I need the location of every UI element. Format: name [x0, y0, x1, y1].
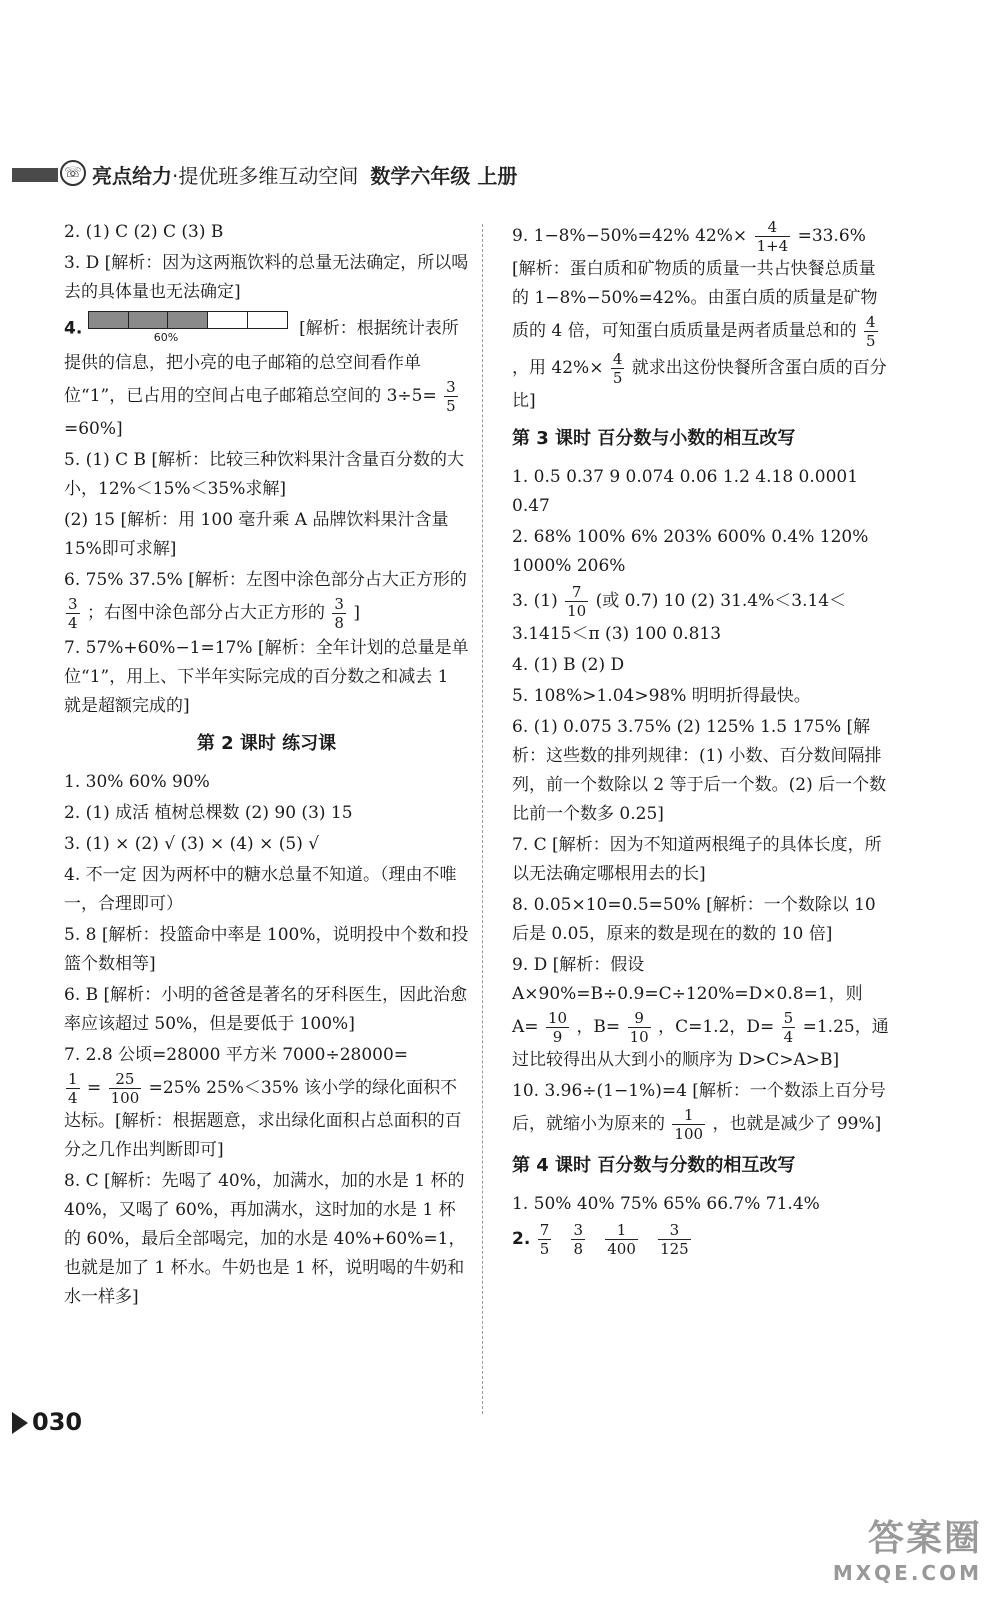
- lesson2-answer-4: 4. 不一定 因为两杯中的糖水总量不知道。（理由不唯一，合理即可）: [64, 865, 457, 914]
- lesson2-answer-1: 1. 30% 60% 90%: [64, 772, 210, 792]
- lesson2-answer-8: 8. C [解析：先喝了 40%，加满水，加的水是 1 杯的 40%，又喝了 60%，再加满水，这时加的水是 1 杯的 60%，最后全部喝完，加的水是 40%+60%=1，也就是加了 1 杯水。牛奶也是 1 杯，说明喝的牛奶和水一样多]: [64, 1171, 466, 1307]
- section-title-lesson-4: 第 4 课时 百分数与分数的相互改写: [512, 1155, 796, 1176]
- answer-7: 7. 57%+60%−1=17% [解析：全年计划的总量是单位“1”，用上、下半年实际完成的百分数之和减去 1 就是超额完成的]: [64, 638, 469, 716]
- section-title-lesson-3: 第 3 课时 百分数与小数的相互改写: [512, 428, 796, 449]
- lesson4-answer-1: 1. 50% 40% 75% 65% 66.7% 71.4%: [512, 1194, 820, 1214]
- lesson3-answer-1: 1. 0.5 0.37 9 0.074 0.06 1.2 4.18 0.0001 0.47: [512, 467, 859, 516]
- lesson2-answer-7: 7. 2.8 公顷=28000 平方米 7000÷28000= $\frac{1}{4}$ = $\frac{25}{100}$ =25% 25%＜35% 该小学的绿化面积不达标。[解析：根据题意，求出绿化面积占总面积的百分之几作出判断即可]: [64, 1045, 462, 1160]
- header-bar: [12, 168, 58, 182]
- lesson3-answer-8: 8. 0.05×10=0.5=50% [解析：一个数除以 10 后是 0.05，原来的数是现在的数的 10 倍]: [512, 895, 876, 944]
- fraction: $\frac{4}{5}$: [866, 313, 876, 350]
- answer-6: 6. 75% 37.5% [解析：左图中涂色部分占大正方形的 $\frac{3}{4}$ ；右图中涂色部分占大正方形的 $\frac{3}{8}$ ]: [64, 570, 467, 632]
- lesson2-answer-5: 5. 8 [解析：投篮命中率是 100%，说明投中个数和投篮个数相等]: [64, 925, 469, 974]
- fraction: $\frac{3}{125}$: [660, 1221, 689, 1258]
- lesson4-answer-2: 2. $\frac{7}{5}$ $\frac{3}{8}$ $\frac{1}{400}$ $\frac{3}{125}$: [512, 1221, 689, 1258]
- lesson3-answer-7: 7. C [解析：因为不知道两根绳子的具体长度，所以无法确定哪根用去的长]: [512, 835, 882, 884]
- lesson3-answer-10: 10. 3.96÷(1−1%)=4 [解析：一个数添上百分号后，就缩小为原来的 $\frac{1}{100}$ ，也就是减少了 99%]: [512, 1081, 886, 1143]
- triangle-marker-icon: [12, 1412, 28, 1434]
- answer-9: 9. 1−8%−50%=42% 42%× $\frac{4}{1+4}$ =33.6% [解析：蛋白质和矿物质的质量一共占快餐总质量的 1−8%−50%=42%。由蛋白质的质量是矿物质的 4 倍，可知蛋白质质量是两者质量总和的 $\frac{4}{5}$ ，用 42%× $\frac{4}{5}$ 就求出这份快餐所含蛋白质的百分比]: [512, 218, 887, 411]
- header-subject: 数学六年级 上册: [370, 164, 518, 188]
- storage-bar-label: 60%: [153, 331, 179, 344]
- fraction: $\frac{10}{9}$: [547, 1009, 568, 1046]
- section-title-lesson-2: 第 2 课时 练习课: [196, 733, 337, 754]
- answer-5b: (2) 15 [解析：用 100 毫升乘 A 品牌饮料果汁含量 15%即可求解]: [64, 510, 449, 559]
- fraction: $\frac{5}{4}$: [783, 1009, 794, 1046]
- lesson3-answer-6: 6. (1) 0.075 3.75% (2) 125% 1.5 175% [解析：这些数的排列规律：(1) 小数、百分数间隔排列，前一个数除以 2 等于后一个数。(2) 后一个数比前一个数多 0.25]: [512, 717, 887, 824]
- right-column: [512, 218, 892, 1260]
- fraction: $\frac{25}{100}$: [110, 1070, 140, 1107]
- page-header: [12, 158, 772, 190]
- header-series: ·提优班多维互动空间: [172, 164, 359, 188]
- answer-4: 4. 60% [解析：根据统计表所提供的信息，把小亮的电子邮箱的总空间看作单位“1”，已占用的空间占电子邮箱总空间的 3÷5= $\frac{3}{5}$ =60%]: [64, 309, 469, 444]
- lesson3-answer-3: 3. (1) $\frac{7}{10}$ (或 0.7) 10 (2) 31.4%＜3.14＜3.1415＜π (3) 100 0.813: [512, 583, 847, 644]
- fraction: $\frac{3}{5}$: [446, 378, 456, 415]
- lesson3-answer-4: 4. (1) B (2) D: [512, 655, 625, 675]
- fraction: $\frac{7}{5}$: [539, 1221, 550, 1258]
- storage-bar-diagram: [88, 309, 288, 349]
- lesson2-answer-6: 6. B [解析：小明的爸爸是著名的牙科医生，因此治愈率应该超过 50%，但是要低于 100%]: [64, 985, 468, 1034]
- header-brand: 亮点给力: [92, 164, 172, 188]
- fraction: $\frac{3}{4}$: [68, 595, 78, 632]
- fraction: $\frac{7}{10}$: [567, 583, 587, 620]
- column-divider: [482, 224, 483, 1414]
- header-title: [92, 160, 517, 189]
- left-column: [64, 218, 469, 1314]
- fraction: $\frac{4}{1+4}$: [756, 218, 789, 255]
- lesson3-answer-2: 2. 68% 100% 6% 203% 600% 0.4% 120% 1000% 206%: [512, 527, 869, 576]
- lesson3-answer-5: 5. 108%>1.04>98% 明明折得最快。: [512, 686, 811, 706]
- answer-5a: 5. (1) C B [解析：比较三种饮料果汁含量百分数的大小，12%＜15%＜35%求解]: [64, 450, 465, 499]
- fraction: $\frac{9}{10}$: [629, 1009, 649, 1046]
- answer-2: 2. (1) C (2) C (3) B: [64, 222, 224, 242]
- fraction: $\frac{3}{8}$: [334, 595, 344, 632]
- fraction: $\frac{4}{5}$: [612, 350, 623, 387]
- watermark: [833, 1510, 982, 1585]
- fraction: $\frac{3}{8}$: [573, 1221, 584, 1258]
- fraction: $\frac{1}{4}$: [68, 1070, 78, 1107]
- phone-logo-icon: ☏: [60, 160, 86, 186]
- page-number: 030: [12, 1408, 82, 1436]
- lesson2-answer-2: 2. (1) 成活 植树总棵数 (2) 90 (3) 15: [64, 803, 353, 823]
- lesson3-answer-9: 9. D [解析：假设 A×90%=B÷0.9=C÷120%=D×0.8=1，则 A= $\frac{10}{9}$ ，B= $\frac{9}{10}$ ，C=1.2，D= $\frac{5}{4}$ =1.25，通过比较得出从大到小的顺序为 D>C>A>B]: [512, 955, 889, 1070]
- answer-3: 3. D [解析：因为这两瓶饮料的总量无法确定，所以喝去的具体量也无法确定]: [64, 253, 469, 302]
- fraction: $\frac{1}{400}$: [607, 1221, 636, 1258]
- watermark-brand: 答案圈: [867, 1518, 982, 1559]
- lesson2-answer-3: 3. (1) × (2) √ (3) × (4) × (5) √: [64, 834, 320, 854]
- watermark-url: MXQE.COM: [832, 1561, 982, 1585]
- fraction: $\frac{1}{100}$: [674, 1106, 704, 1143]
